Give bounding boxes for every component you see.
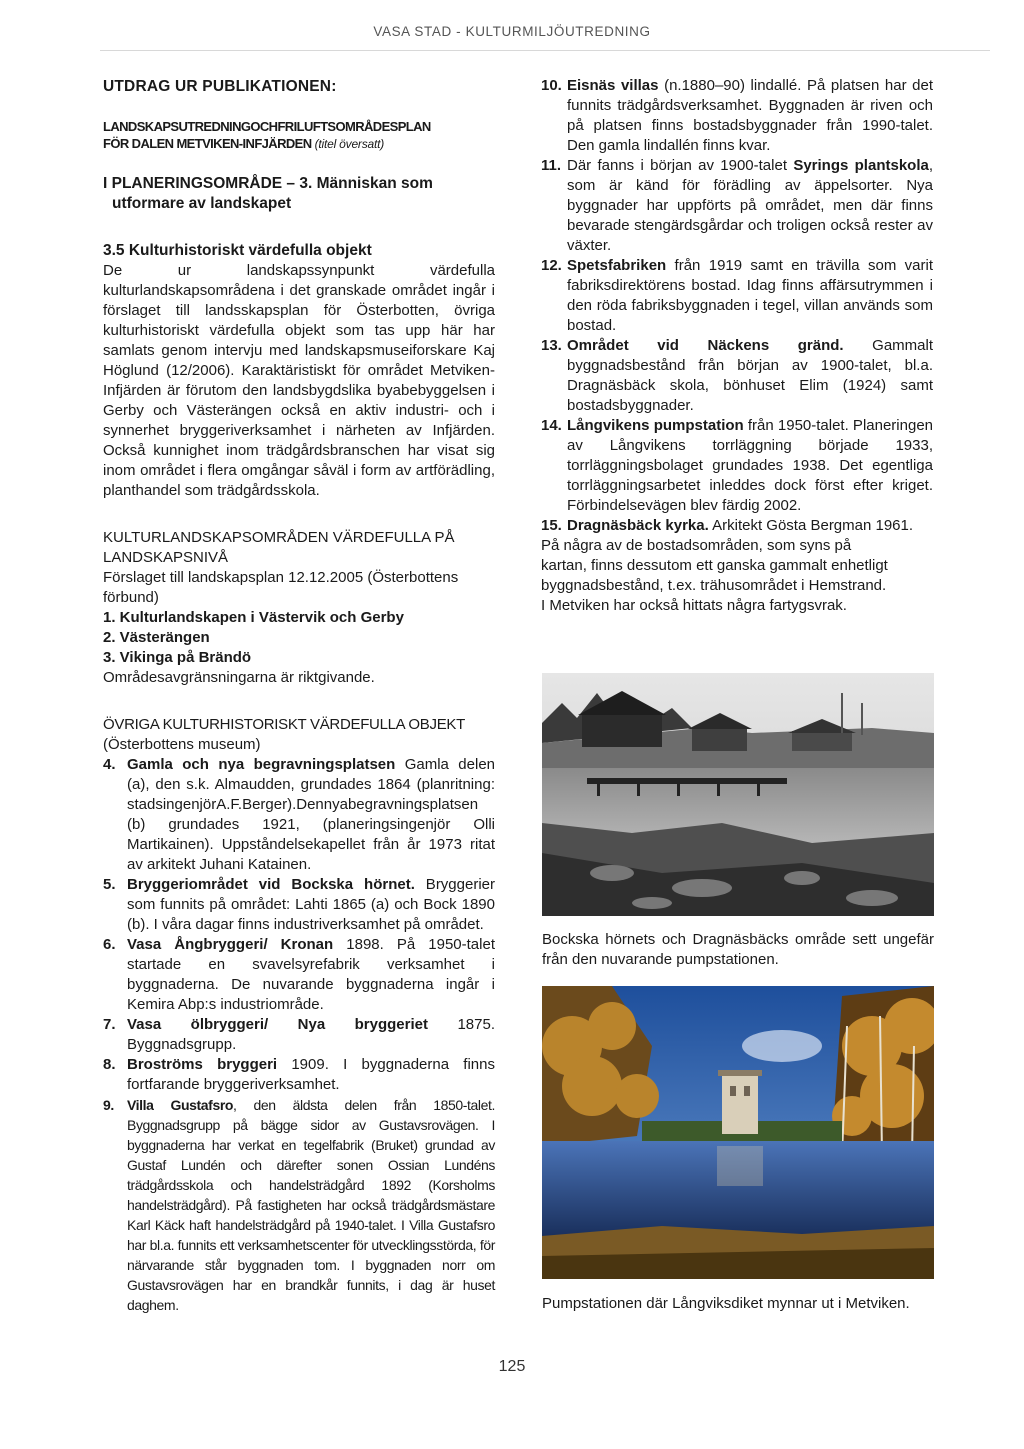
item-text: , som är känd för förädling av äppelsorter. Nya byggnader har uppförts på området, men där finns bevarade stengärdsgårdar och troligen också rester av växter. bbox=[567, 157, 933, 254]
list-item bbox=[103, 935, 495, 1015]
item-name: Långvikens pumpstation bbox=[567, 417, 744, 434]
note-line: byggnadsbestånd, t.ex. trähusområdet i Hemstrand. bbox=[541, 577, 887, 594]
list-item bbox=[541, 256, 933, 336]
intro-paragraph: De ur landskapssynpunkt värdefulla kulturlandskapsområdena i det granskade området ingår i förslaget till landsskapsplan för Österbotten, övriga kulturhistoriskt värdefulla objekt som tas upp här har samlats genom intervju med landskapsmuseiforskare Kaj Höglund (12/2006). Karaktäristiskt för området Metviken-Infjärden är förutom den landsbygdslika byabebyggelsen i Gerby och Västerängen också en aktiv industri- och i synnerhet bryggeriverksamhet i närheten av Infjärden. Också kunnighet inom trädgårdsbranschen har visat sig inom området i flera omgångar såväl i form av artförädling, planthandel som trädgårdsskola. bbox=[103, 262, 495, 499]
item-number: 8. bbox=[103, 1056, 116, 1073]
landscape-source-1: Förslaget till landskapsplan 12.12.2005 (Österbottens bbox=[103, 569, 459, 586]
list-item bbox=[541, 516, 933, 536]
right-column bbox=[541, 76, 933, 616]
plan-title-text: FÖR DALEN METVIKEN-INFJÄRDEN bbox=[103, 136, 312, 151]
item-name: Dragnäsbäck kyrka. bbox=[567, 517, 709, 534]
item-number: 12. bbox=[541, 257, 562, 274]
photo-caption-1: Bockska hörnets och Dragnäsbäcks område sett ungefär från den nuvarande pumpstationen. bbox=[542, 931, 934, 968]
page-number: 125 bbox=[498, 1358, 526, 1375]
section-title: UTDRAG UR PUBLIKATIONEN: bbox=[103, 78, 337, 95]
item-text: från 1919 samt en trävilla som varit fabriksdirektörens bostad. Idag finns affärsutrymmen i den röda fabriksbyggnaden i tegel, villan används som bostad. bbox=[567, 257, 933, 334]
list-item bbox=[541, 76, 933, 156]
landscape-source-2: förbund) bbox=[103, 589, 159, 606]
plan-title-line-1: LANDSKAPSUTREDNINGOCHFRILUFTSOMRÅDESPLAN bbox=[103, 119, 431, 134]
item-name: Vasa Ångbryggeri/ Kronan bbox=[127, 936, 334, 953]
landscape-item: 2. Västerängen bbox=[103, 629, 210, 646]
list-item bbox=[103, 1095, 495, 1315]
landscape-heading-2: LANDSKAPSNIVÅ bbox=[103, 549, 229, 566]
list-item bbox=[103, 1015, 495, 1055]
item-number: 7. bbox=[103, 1016, 116, 1033]
item-number: 14. bbox=[541, 417, 562, 434]
plan-title-line-2 bbox=[103, 135, 495, 153]
others-list bbox=[103, 755, 495, 1315]
item-text: Arkitekt Gösta Bergman 1961. bbox=[708, 517, 914, 534]
list-item bbox=[103, 875, 495, 935]
item-text: Bryggerier som funnits på området: Lahti 1865 (a) och Bock 1890 (b). I våra dagar finns industriverksamhet på området. bbox=[127, 876, 495, 933]
header-rule bbox=[100, 50, 990, 51]
autumn-pumpstation-photo bbox=[542, 986, 934, 1279]
list-item bbox=[541, 156, 933, 256]
plan-title bbox=[103, 118, 495, 153]
item-name: Området vid Näckens gränd. bbox=[567, 337, 844, 354]
item-number: 15. bbox=[541, 517, 562, 534]
item-text: 1898. På 1950-talet startade en svavelsyrefabrik verksamhet i byggnaderna. De nuvarande byggnaderna ingår i Kemira Abp:s industriområde. bbox=[127, 936, 495, 1013]
bw-lakeside-photo bbox=[542, 673, 934, 916]
item-number: 5. bbox=[103, 876, 116, 893]
item-text: från 1950-talet. Planeringen av Långvikens torrläggning började 1933, torrläggningsbolaget grundades 1938. Det egentliga torrläggningsarbetet inleddes dock först efter kriget. Förbindelsevägen blev färdig 2002. bbox=[567, 417, 933, 514]
item-number: 13. bbox=[541, 337, 562, 354]
subsection-heading: 3.5 Kulturhistoriskt värdefulla objekt bbox=[103, 242, 372, 259]
area-heading-line-1: I PLANERINGSOMRÅDE – 3. Människan som bbox=[103, 175, 433, 192]
photo-pumpstation bbox=[542, 986, 934, 1279]
item-name: Broströms bryggeri bbox=[127, 1056, 278, 1073]
objects-list-continued bbox=[541, 76, 933, 536]
item-text: 1875. Byggnadsgrupp. bbox=[127, 1016, 495, 1053]
item-number: 11. bbox=[541, 157, 562, 174]
item-text: 1909. I byggnaderna finns fortfarande bryggeriverksamhet. bbox=[127, 1056, 495, 1093]
item-number: 9. bbox=[103, 1097, 114, 1113]
landscape-block bbox=[103, 528, 495, 688]
landscape-item: 3. Vikinga på Brändö bbox=[103, 649, 252, 666]
note-line: På några av de bostadsområden, som syns på bbox=[541, 537, 852, 554]
others-heading-1: ÖVRIGA KULTURHISTORISKT VÄRDEFULLA OBJEKT bbox=[103, 716, 465, 733]
item-name: Vasa ölbryggeri/ Nya bryggeriet bbox=[127, 1016, 428, 1033]
others-heading-2: (Österbottens museum) bbox=[103, 736, 261, 753]
running-header: VASA STAD - KULTURMILJÖUTREDNING bbox=[373, 24, 651, 39]
item-name: Spetsfabriken bbox=[567, 257, 667, 274]
item-name: Bryggeriområdet vid Bockska hörnet. bbox=[127, 876, 415, 893]
left-column bbox=[103, 78, 495, 1315]
area-heading-line-2: utformare av landskapet bbox=[112, 195, 292, 212]
item-name: Eisnäs villas bbox=[567, 77, 659, 94]
item-number: 10. bbox=[541, 77, 562, 94]
area-heading bbox=[103, 174, 495, 214]
photo-caption-2: Pumpstationen där Långviksdiket mynnar ut i Metviken. bbox=[542, 1295, 910, 1312]
item-text: Gammalt byggnadsbestånd från början av 1900-talet, bl.a. Dragnäsbäck skola, bönhuset Elim (1924) samt bostadsbyggnader. bbox=[567, 337, 933, 414]
item-name: Syrings plantskola bbox=[793, 157, 929, 174]
item-text: (n.1880–90) lindallé. På platsen har det funnits trädgårdsverksamhet. Byggnaden är riven och på platsen finns bostadsbyggnader från 1990-talet. Den gamla lindallén finns kvar. bbox=[567, 77, 934, 154]
note-line: kartan, finns dessutom ett ganska gammalt enhetligt bbox=[541, 557, 888, 574]
others-block bbox=[103, 715, 495, 1315]
list-item bbox=[103, 1055, 495, 1095]
item-number: 4. bbox=[103, 756, 116, 773]
photo-bockska-hornet bbox=[542, 673, 934, 916]
item-name: Gamla och nya begravningsplatsen bbox=[127, 756, 396, 773]
plan-title-note: (titel översatt) bbox=[314, 137, 385, 151]
landscape-heading-1: KULTURLANDSKAPSOMRÅDEN VÄRDEFULLA PÅ bbox=[103, 529, 455, 546]
item-name: Villa Gustafsro bbox=[127, 1097, 234, 1113]
list-item bbox=[103, 755, 495, 875]
item-text: Gamla delen (a), den s.k. Almaudden, grundades 1864 (planritning: stadsingenjörA.F.Berger).Dennyabegravningsplatsen (b) grundades 1921, (planeringsingenjör Olli Martikainen). Uppståndelsekapellet från år 1973 ritat av arkitekt Juhani Katainen. bbox=[127, 756, 496, 873]
list-item bbox=[541, 416, 933, 516]
item-text: , den äldsta delen från 1850-talet. Byggnadsgrupp på bägge sidor av Gustavsrovägen. I byggnaderna har verkat en tegelfabrik (Bruket) grundad av Gustaf Lundén och därefter sonen Ossian Lundéns trädgårdsskola och handelsträdgård 1892 (Korsholms handelsträdgård). På fastigheten har också trädgårdsmästare Karl Käck haft handelsträdgård på 1940-talet. I Villa Gustafsro har bl.a. funnits ett verksamhetscenter för utvecklingsstörda, för närvarande står byggnaden tom. I byggnaden norr om Gustavsrovägen har en brandkår funnits, i dag är huset daghem. bbox=[127, 1097, 495, 1313]
item-prefix: Där fanns i början av 1900-talet bbox=[567, 157, 794, 174]
note-line: I Metviken har också hittats några fartygsvrak. bbox=[541, 597, 847, 614]
item-number: 6. bbox=[103, 936, 116, 953]
landscape-note: Områdesavgränsningarna är riktgivande. bbox=[103, 669, 375, 686]
list-item bbox=[541, 336, 933, 416]
landscape-item: 1. Kulturlandskapen i Västervik och Gerby bbox=[103, 609, 404, 626]
